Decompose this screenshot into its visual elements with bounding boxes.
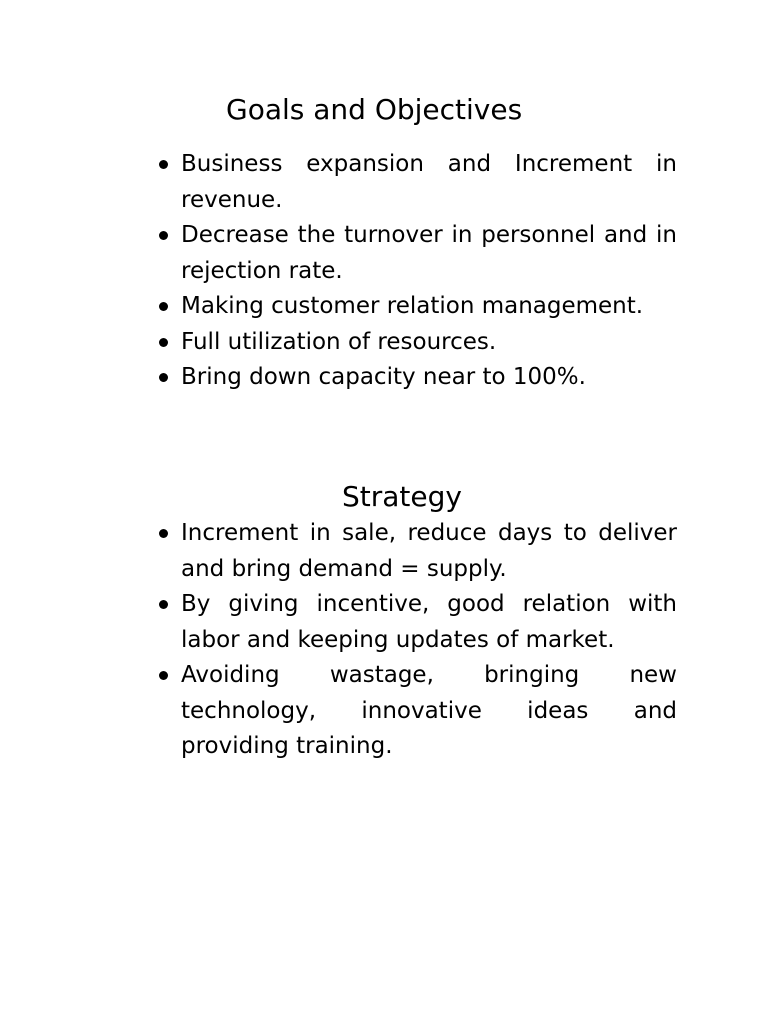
- bullet-icon: [159, 160, 168, 169]
- goals-list-item-text: Business expansion and Increment in revenue.: [181, 151, 677, 213]
- strategy-list: [157, 516, 677, 765]
- bullet-icon: [159, 302, 168, 311]
- bullet-icon: [159, 231, 168, 240]
- strategy-list-item: [157, 516, 677, 587]
- bullet-icon: [159, 600, 168, 609]
- goals-list-item: [157, 218, 677, 289]
- bullet-icon: [159, 373, 168, 382]
- strategy-list-item-text: By giving incentive, good relation with labor and keeping updates of market.: [181, 591, 677, 653]
- goals-list-item-text: Decrease the turnover in personnel and in rejection rate.: [181, 222, 677, 284]
- goals-list-item: [157, 147, 677, 218]
- strategy-list-item-text: Increment in sale, reduce days to deliver and bring demand = supply.: [181, 520, 677, 582]
- goals-list-item: [157, 360, 677, 396]
- goals-heading: Goals and Objectives: [226, 93, 523, 126]
- goals-list-item-text: Full utilization of resources.: [181, 328, 497, 355]
- goals-list-item-text: Bring down capacity near to 100%.: [181, 364, 586, 390]
- bullet-icon: [159, 671, 168, 680]
- strategy-list-item-text: Avoiding wastage, bringing new technology, innovative ideas and providing training.: [181, 662, 677, 759]
- strategy-heading: Strategy: [342, 480, 462, 513]
- goals-list-item: [157, 289, 677, 325]
- strategy-list-item: [157, 587, 677, 658]
- goals-list-item-text: Making customer relation management.: [181, 293, 644, 319]
- goals-list-item: [157, 325, 677, 361]
- bullet-icon: [159, 529, 168, 538]
- bullet-icon: [159, 338, 168, 347]
- goals-list: [157, 147, 677, 396]
- strategy-list-item: [157, 658, 677, 765]
